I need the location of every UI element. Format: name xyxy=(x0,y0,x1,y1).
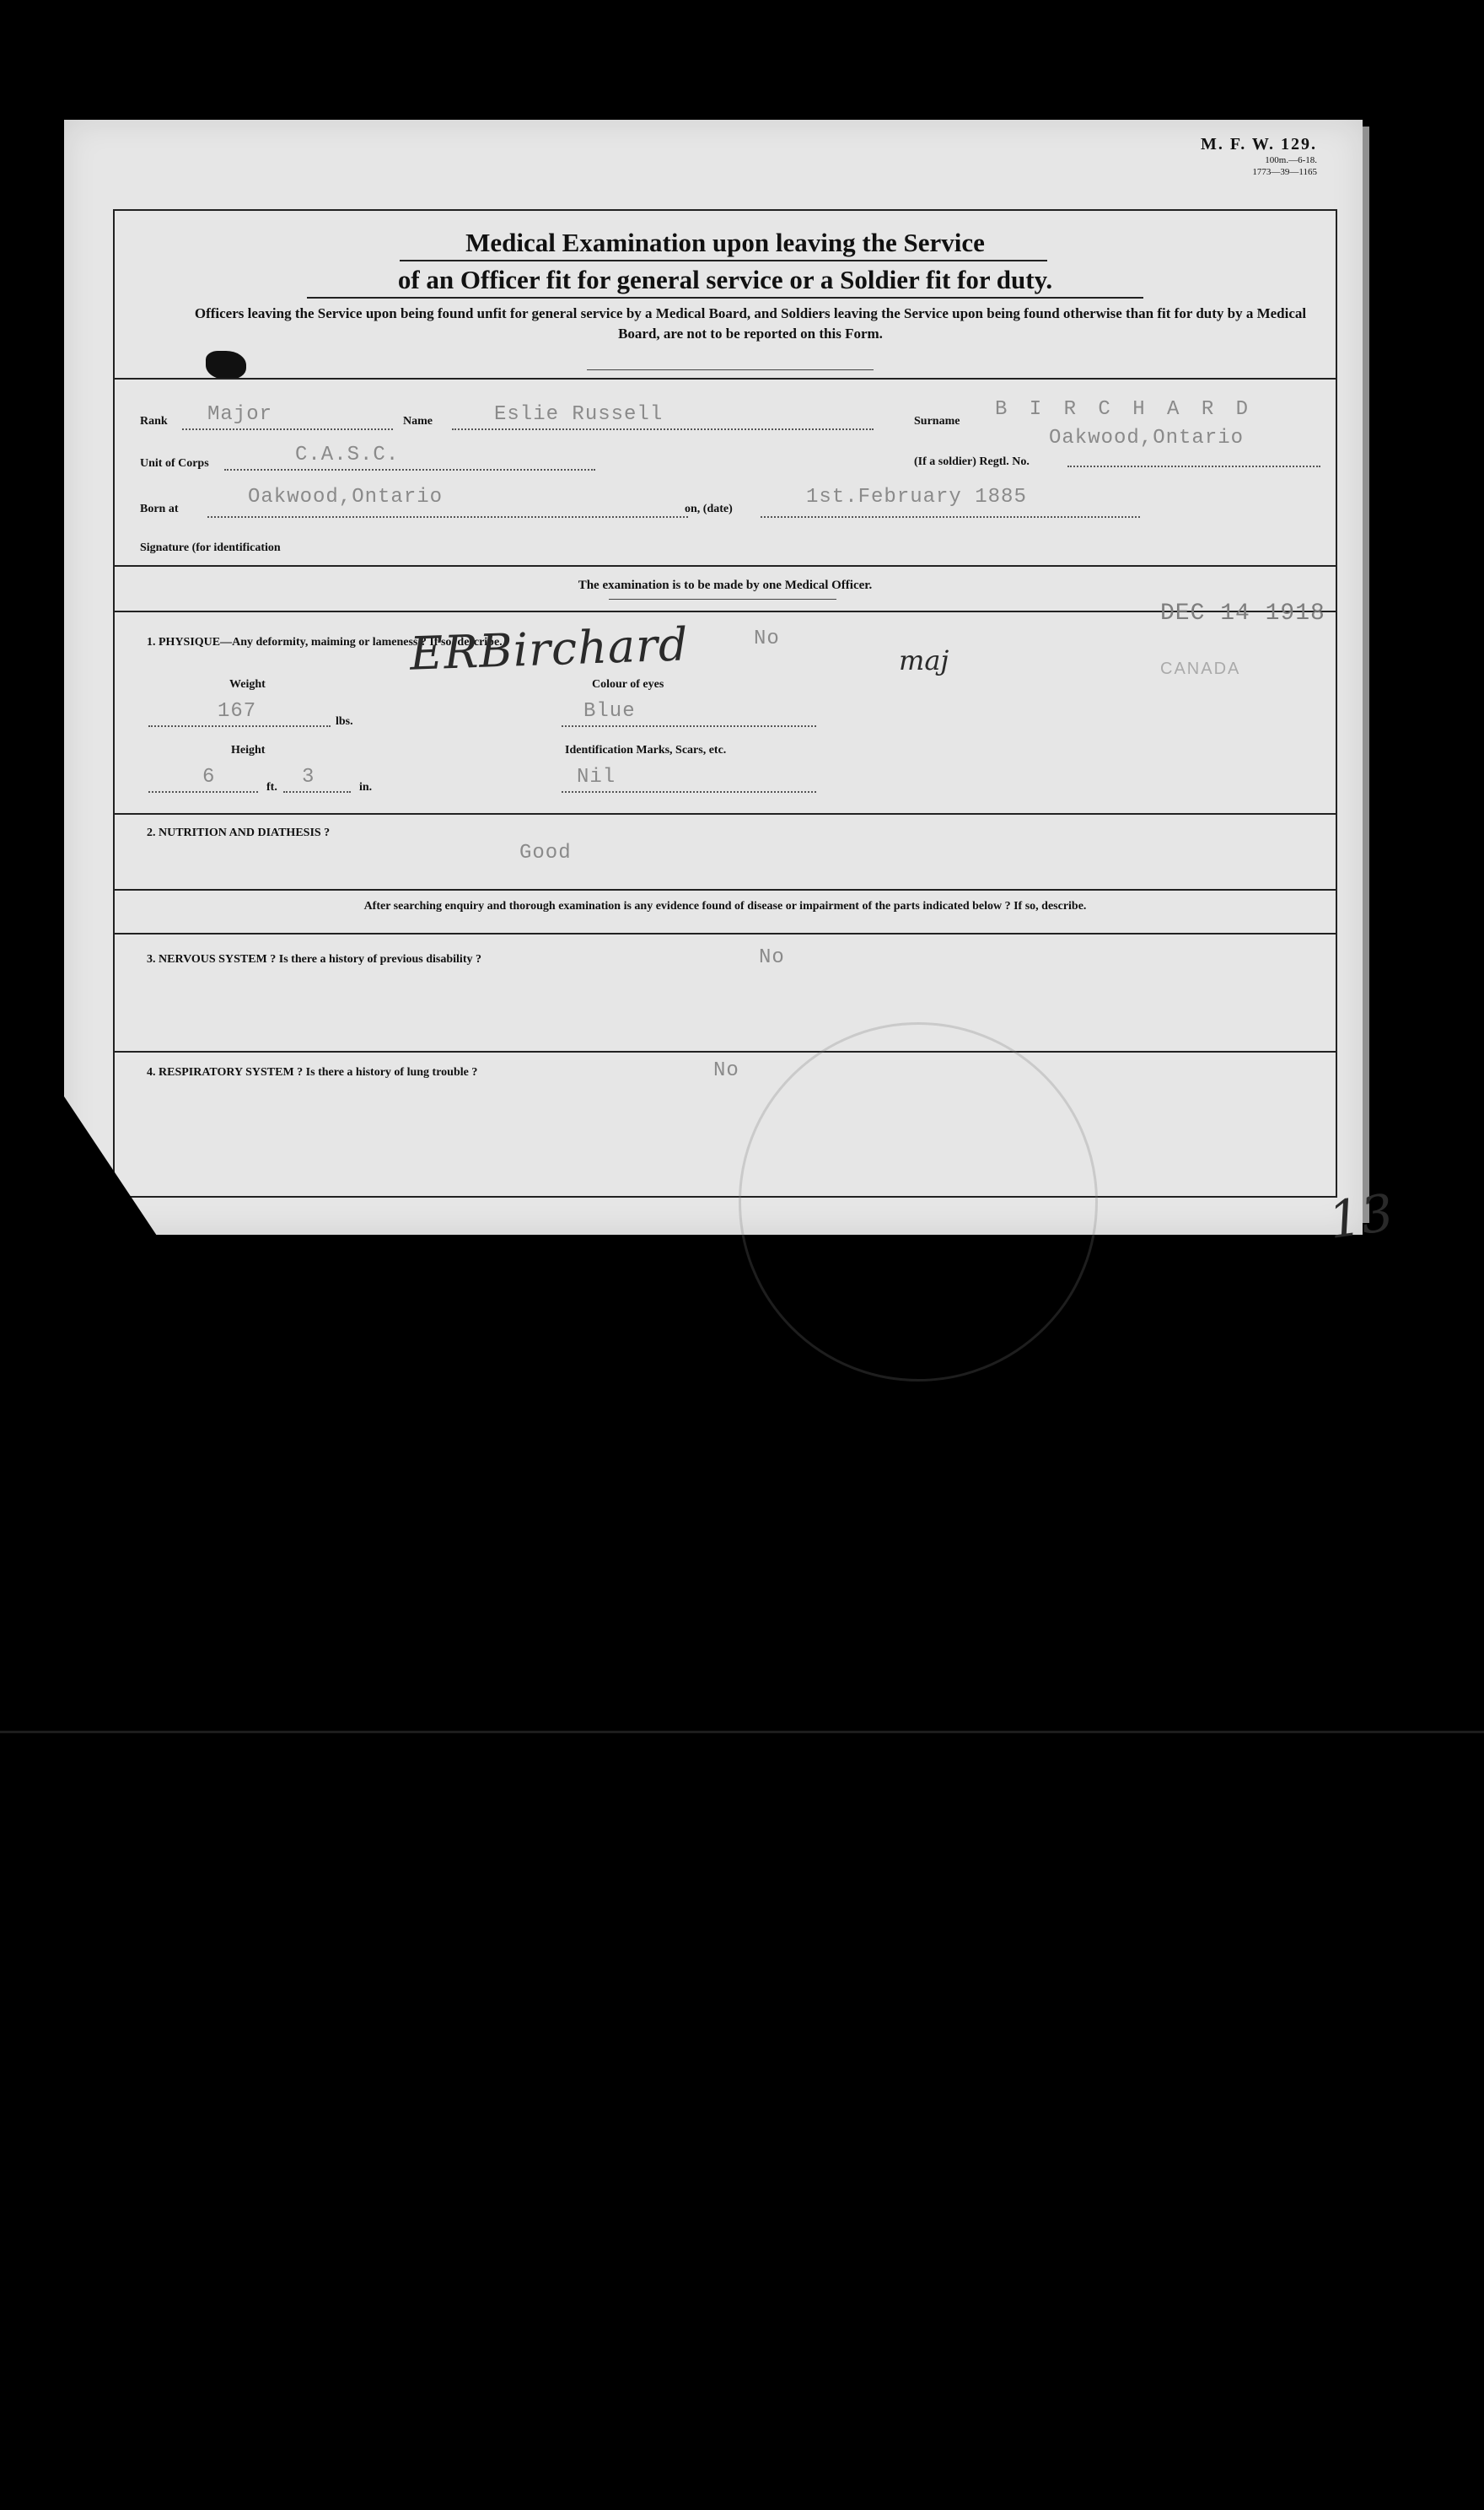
divider-respiratory xyxy=(115,1051,1336,1053)
form-note: Officers leaving the Service upon being found unfit for general service by a Medical Board, and Soldiers leaving the Service upon being found otherwise than fit for duty by a Medical Board, are not to be reported on this Form. xyxy=(194,305,1307,342)
eyes-label: Colour of eyes xyxy=(592,678,664,691)
torn-corner xyxy=(64,1096,157,1236)
divider-physique xyxy=(115,611,1336,612)
nutrition-value: Good xyxy=(519,842,572,864)
height-in-line xyxy=(283,791,351,793)
received-stamp-date: DEC 14 1918 xyxy=(1160,601,1325,627)
form-code-number: M. F. W. 129. xyxy=(1200,135,1317,154)
date-label: on, (date) xyxy=(685,503,733,515)
handwritten-page-number: 13 xyxy=(1325,1183,1397,1251)
scan-noise-line xyxy=(0,1731,1484,1733)
form-title-line2: of an Officer fit for general service or a Soldier fit for duty. xyxy=(397,265,1053,294)
form-frame xyxy=(113,209,1337,1198)
born-value: Oakwood,Ontario xyxy=(248,486,444,509)
surname-value: B I R C H A R D xyxy=(995,398,1254,421)
date-value: 1st.February 1885 xyxy=(806,486,1027,509)
form-title-line1: Medical Examination upon leaving the Service xyxy=(465,228,985,257)
weight-value: 167 xyxy=(218,700,257,723)
regtl-line xyxy=(1067,466,1320,467)
nutrition-label: 2. NUTRITION AND DIATHESIS ? xyxy=(147,827,331,839)
rank-value: Major xyxy=(207,403,273,426)
unit-value: C.A.S.C. xyxy=(295,444,400,466)
physique-label: 1. PHYSIQUE—Any deformity, maiming or lameness ? If so, describe. xyxy=(147,636,503,649)
weight-line xyxy=(148,725,331,727)
name-line xyxy=(452,428,874,430)
unit-label: Unit of Corps xyxy=(140,457,209,470)
handwritten-rank: maj xyxy=(899,644,949,676)
form-code xyxy=(1201,135,1317,178)
title-underline-1 xyxy=(400,260,1047,261)
rank-label: Rank xyxy=(140,415,168,428)
search-note: After searching enquiry and thorough examination is any evidence found of disease or impairment of the parts indicated below ? If so, describe. xyxy=(363,900,1087,913)
address-value: Oakwood,Ontario xyxy=(1049,427,1245,450)
handwritten-signature: ERBirchard xyxy=(409,617,690,681)
rank-line xyxy=(182,428,393,430)
date-line xyxy=(761,516,1140,518)
form-code-sub2: 1773—39—1165 xyxy=(1252,167,1317,177)
height-in-unit: in. xyxy=(359,781,373,794)
unit-line xyxy=(224,469,595,471)
form-code-sub1: 100m.—6-18. xyxy=(1265,155,1317,165)
height-in-value: 3 xyxy=(302,766,315,789)
signature-label: Signature (for identification xyxy=(140,541,281,554)
height-ft-unit: ft. xyxy=(266,781,277,794)
nervous-value: No xyxy=(759,946,785,969)
respiratory-label: 4. RESPIRATORY SYSTEM ? Is there a history of lung trouble ? xyxy=(147,1066,478,1079)
marks-label: Identification Marks, Scars, etc. xyxy=(565,744,727,757)
respiratory-value: No xyxy=(713,1059,739,1082)
eyes-value: Blue xyxy=(583,700,636,723)
medical-exam-card xyxy=(64,120,1397,1251)
name-label: Name xyxy=(403,415,433,428)
divider-nutrition xyxy=(115,813,1336,815)
faint-circular-stamp xyxy=(739,1022,1098,1382)
marks-value: Nil xyxy=(577,766,616,789)
regtl-label: (If a soldier) Regtl. No. xyxy=(914,455,1030,468)
surname-label: Surname xyxy=(914,415,960,428)
physique-value: No xyxy=(754,628,780,650)
title-underline-2 xyxy=(307,297,1143,299)
divider-identity xyxy=(115,378,1336,380)
nervous-label: 3. NERVOUS SYSTEM ? Is there a history of previous disability ? xyxy=(147,953,481,966)
weight-unit: lbs. xyxy=(336,715,353,728)
divider-search-note xyxy=(115,889,1336,891)
received-stamp-place: CANADA xyxy=(1160,660,1241,678)
note-underline xyxy=(587,369,874,370)
height-label: Height xyxy=(231,744,266,757)
height-ft-line xyxy=(148,791,258,793)
exam-note-underline xyxy=(609,599,836,600)
height-ft-value: 6 xyxy=(202,766,216,789)
eyes-line xyxy=(562,725,816,727)
exam-note: The examination is to be made by one Medical Officer. xyxy=(578,579,873,592)
divider-nervous xyxy=(115,933,1336,935)
divider-exam-note xyxy=(115,565,1336,567)
name-value: Eslie Russell xyxy=(494,403,664,426)
marks-line xyxy=(562,791,816,793)
born-label: Born at xyxy=(140,503,179,515)
weight-label: Weight xyxy=(229,678,266,691)
born-line xyxy=(207,516,688,518)
